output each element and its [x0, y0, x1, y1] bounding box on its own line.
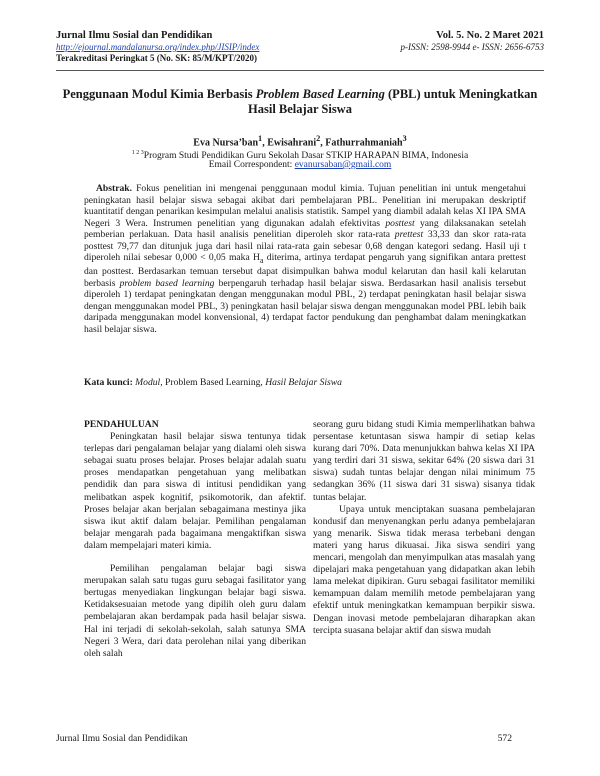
abstract	[84, 183, 526, 335]
abstract-text: 33,33 dan skor rata-rata posttest 79,77 dan ditunjuk juga dari hasil nilai rata-rata gain sebesar 0,68 dengan kategori sedang. Hasil uji t diperoleh nilai sebesar 0,000 < 0,05 maka H	[84, 229, 526, 263]
author-name: , Ewisahrani	[262, 137, 317, 149]
body-column-left	[84, 419, 306, 660]
abstract-subscript: a	[259, 255, 264, 265]
journal-name: Jurnal Ilmu Sosial dan Pendidikan	[56, 30, 213, 41]
abstract-italic: prettest	[394, 229, 424, 240]
abstract-italic: problem based learning	[119, 277, 215, 289]
author-affil-mark: 1	[258, 134, 263, 143]
abstract-label: Abstrak.	[96, 183, 132, 194]
title-text: Penggunaan Modul Kimia Berbasis	[62, 87, 256, 101]
header-divider	[56, 70, 544, 71]
affiliation-text: Program Studi Pendidikan Guru Sekolah Dasar STKIP HARAPAN BIMA, Indonesia	[143, 151, 469, 162]
keywords-label: Kata kunci:	[84, 377, 133, 388]
page-number: 572	[497, 733, 512, 744]
keywords	[84, 377, 526, 389]
author-affil-mark: 2	[316, 134, 321, 143]
volume-issue: Vol. 5. No. 2 Maret 2021	[436, 30, 544, 41]
title-italic-text: Problem Based Learning	[255, 87, 385, 101]
abstract-italic: posttest	[385, 217, 415, 229]
author-name: Eva Nursa’ban	[193, 137, 259, 149]
section-heading: PENDAHULUAN	[84, 419, 159, 430]
running-header-right	[304, 30, 544, 53]
abstract-text: berpengaruh terhadap hasil belajar siswa. Berdasarkan hasil analisis tersebut diperoleh 1) terdapat peningkatan dengan menggunakan modul PBL, 2) terdapat peningkatan hasil belajar siswa dengan menggunakan model PBL, 3) peningkatan hasil belajar siswa dengan menggunakan model PBL lebih baik daripada menggunakan model konvensional, 4) terdapat factor pendukung dan penghambat dalam meningkatkan hasil belajar siswa.	[84, 277, 527, 335]
email-label: Email Correspondent:	[208, 160, 295, 170]
abstract-text: diterima, artinya terdapat pengaruh yang signifikan antara prettest dan posttest. Berdasarkan temuan tersebut dapat disimpulkan bahwa modul kelarutan dan hasil kali kelarutan berbasis	[84, 252, 527, 289]
body-paragraph: Pemilihan pengalaman belajar bagi siswa merupakan salah satu tugas guru sebagai fasilitator yang bertugas menyediakan lingkungan belajar bagi siswa. Ketidaksesuaian metode yang dipilih oleh guru dalam pembelajaran akan berdampak pada hasil belajar siswa. Hal ini terjadi di sekolah-sekolah, salah satunya SMA Negeri 3 Wera, dari data perolehan nilai yang diberikan oleh salah	[84, 563, 306, 659]
author-affil-mark: 3	[402, 134, 407, 143]
affiliation-mark: 1 2 3	[131, 150, 144, 156]
body-column-right	[313, 419, 535, 637]
accreditation-note: Terakreditasi Peringkat 5 (No. SK: 85/M/KPT/2020)	[56, 53, 257, 63]
abstract-text: yang dilaksanakan setelah pemberian perlakuan. Data hasil analisis penelitian diperoleh skor rata-rata	[84, 217, 526, 240]
correspondence	[60, 159, 540, 171]
body-paragraph: seorang guru bidang studi Kimia memperlihatkan bahwa persentase ketuntasan siswa hampir di setiap kelas kurang dari 70%. Data menunjukkan bahwa kelas XI IPA yang terdiri dari 31 siswa, sekitar 64% (20 siswa dari 31 siswa) sudah tuntas belajar dengan nilai minimum 75 sedangkan 36% (11 siswa dari 31 siswa) sisanya tidak tuntas belajar.	[313, 419, 535, 503]
title-text-end: (PBL) untuk Meningkatkan Hasil Belajar Siswa	[248, 87, 538, 116]
keyword: Modul,	[132, 377, 163, 388]
article-title	[60, 87, 540, 117]
email-link[interactable]: evanursaban@gmail.com	[294, 160, 392, 170]
keyword: Problem Based Learning,	[162, 377, 266, 388]
footer-journal-name: Jurnal Ilmu Sosial dan Pendidikan	[56, 733, 188, 744]
body-paragraph: Upaya untuk menciptakan suasana pembelajaran kondusif dan menyenangkan perlu adanya pembelajaran yang menarik. Siswa tidak merasa terbebani dengan materi yang harus dikuasai. Jika siswa sendiri yang mencari, mengolah dan menyimpulkan atas masalah yang dipelajari maka pengetahuan yang didapatkan akan lebih lama melekat dipikiran. Guru sebagai fasilitator memiliki kemampuan dalam memilih metode pembelajaran yang efektif untuk meningkatkan kemampuan berpikir siswa. Dengan inovasi metode pembelajaran diharapkan akan tercipta suasana belajar aktif dan siswa mudah	[313, 503, 535, 636]
issn: p-ISSN: 2598-9944 e- ISSN: 2656-6753	[400, 42, 544, 52]
author-name: , Fathurrahmaniah	[320, 137, 403, 149]
journal-url-link[interactable]: http://ejournal.mandalanursa.org/index.php/JISIP/index	[56, 42, 260, 52]
abstract-text: Fokus penelitian ini mengenai penggunaan modul kimia. Tujuan penelitian ini untuk mengetahui peningkatan hasil belajar siswa sebagai akibat dari pembelajaran PBL. Penelitian ini merupakan deskriptif kuantitatif dengan penarikan kesimpulan melalui analisis statistik. Sampel yang diambil adalah kelas XI IPA SMA Negeri 3 Wera. Instrumen penelitian yang digunakan adalah efektivitas	[84, 183, 526, 229]
body-paragraph: Peningkatan hasil belajar siswa tentunya tidak terlepas dari pengalaman belajar yang dialami oleh siswa sebagai suatu proses belajar. Proses belajar adalah suatu proses mendapatkan pengetahuan yang melibatkan pendidik dan para siswa di intitusi pendidikan yang melibatkan aspek kognitif, psikomotorik, dan afektif. Proses belajar akan berjalan sebagaimana mestinya jika siswa ikut aktif dalam belajar. Pemilihan pengalaman belajar mengarah pada bagaimana mengaktifkan siswa dalam mempelajari materi kimia.	[84, 431, 306, 551]
keyword: Hasil Belajar Siswa	[265, 377, 342, 388]
